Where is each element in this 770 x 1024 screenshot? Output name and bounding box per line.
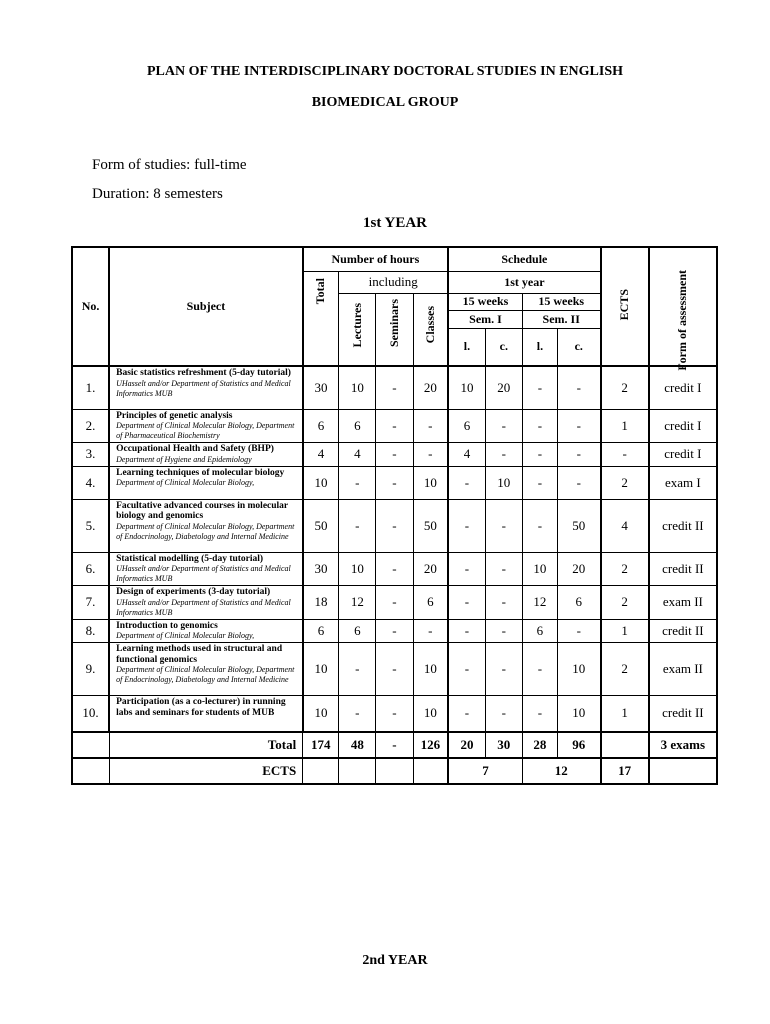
cell-classes: 50 [413, 499, 448, 552]
cell-s1l: - [448, 499, 485, 552]
table-row [72, 466, 717, 499]
row-number: 7. [72, 586, 109, 620]
cell-lectures: 10 [339, 552, 376, 586]
cell-assessment: credit II [649, 552, 717, 586]
cell-s1c: - [485, 443, 522, 467]
row-number: 10. [72, 696, 109, 732]
cell-seminars: - [376, 443, 413, 467]
cell-ects: 2 [601, 466, 649, 499]
col-assessment-header: Form of assessment [649, 247, 717, 366]
subject-cell [109, 366, 303, 409]
subject-name: Statistical modelling (5-day tutorial) [116, 553, 264, 564]
cell-s1l: 10 [448, 366, 485, 409]
table-row [72, 443, 717, 467]
subject-cell [109, 552, 303, 586]
col-weeks2-header: 15 weeks [522, 293, 600, 310]
cell-classes: - [413, 443, 448, 467]
subject-name: Design of experiments (3-day tutorial) [116, 587, 271, 597]
ects-empty-total [303, 758, 339, 784]
cell-s1l: - [448, 619, 485, 643]
cell-seminars: - [376, 643, 413, 696]
cell-classes: 10 [413, 466, 448, 499]
table-row [72, 619, 717, 643]
cell-lectures: - [339, 466, 376, 499]
ects-empty-seminars [376, 758, 413, 784]
cell-s1l: - [448, 696, 485, 732]
col-hours-header: Number of hours [303, 247, 448, 271]
totals-classes: 126 [413, 732, 448, 758]
cell-ects: 2 [601, 643, 649, 696]
col-sem1-lectures: l. [448, 328, 485, 366]
cell-ects: 1 [601, 696, 649, 732]
cell-s2c: 10 [557, 643, 600, 696]
ects-label: ECTS [109, 758, 303, 784]
cell-ects: 4 [601, 499, 649, 552]
row-number: 9. [72, 643, 109, 696]
cell-classes: - [413, 619, 448, 643]
row-number: 5. [72, 499, 109, 552]
cell-seminars: - [376, 499, 413, 552]
subject-department: Department of Clinical Molecular Biology, [116, 478, 255, 487]
table-row [72, 586, 717, 620]
subject-department: UHasselt and/or Department of Statistics and Medical Informatics MUB [116, 378, 291, 398]
cell-assessment: exam II [649, 643, 717, 696]
cell-ects: 2 [601, 586, 649, 620]
cell-s1l: - [448, 586, 485, 620]
subject-name: Introduction to genomics [116, 620, 218, 631]
subject-cell [109, 443, 303, 467]
col-classes-header: Classes [413, 293, 448, 366]
cell-classes: 20 [413, 366, 448, 409]
study-plan-table [71, 246, 718, 785]
cell-seminars: - [376, 696, 413, 732]
cell-classes: 6 [413, 586, 448, 620]
cell-s1c: - [485, 499, 522, 552]
totals-ects [601, 732, 649, 758]
cell-lectures: 10 [339, 366, 376, 409]
document-title: PLAN OF THE INTERDISCIPLINARY DOCTORAL STUDIES IN ENGLISH [146, 64, 623, 79]
subject-cell [109, 586, 303, 620]
subject-name: Learning techniques of molecular biology [116, 467, 285, 478]
cell-classes: 10 [413, 696, 448, 732]
col-ects-header: ECTS [601, 247, 649, 366]
cell-lectures: 6 [339, 619, 376, 643]
totals-row [72, 732, 717, 758]
subject-name: Occupational Health and Safety (BHP) [116, 444, 274, 454]
col-sem1-classes: c. [485, 328, 522, 366]
cell-s2c: - [557, 443, 600, 467]
cell-ects: 1 [601, 619, 649, 643]
cell-total: 6 [303, 619, 339, 643]
cell-s1c: 10 [485, 466, 522, 499]
col-sem1-header: Sem. I [448, 310, 522, 328]
cell-ects: - [601, 443, 649, 467]
cell-total: 18 [303, 586, 339, 620]
ects-sem1: 7 [448, 758, 522, 784]
totals-s1c: 30 [485, 732, 522, 758]
cell-seminars: - [376, 409, 413, 443]
table-row [72, 499, 717, 552]
cell-ects: 2 [601, 366, 649, 409]
col-subject-header: Subject [109, 247, 303, 366]
cell-s2l: - [522, 409, 557, 443]
row-number: 8. [72, 619, 109, 643]
subject-name: Facultative advanced courses in molecular biology and genomics [116, 500, 288, 521]
cell-assessment: credit I [649, 409, 717, 443]
row-number: 2. [72, 409, 109, 443]
totals-label: Total [109, 732, 303, 758]
col-lectures-header: Lectures [339, 293, 376, 366]
cell-s2l: 10 [522, 552, 557, 586]
cell-seminars: - [376, 366, 413, 409]
cell-assessment: credit I [649, 366, 717, 409]
cell-s1c: 20 [485, 366, 522, 409]
ects-empty-lectures [339, 758, 376, 784]
year-heading: 1st YEAR [362, 215, 428, 231]
col-no-header: No. [72, 247, 109, 366]
col-sem2-header: Sem. II [522, 310, 600, 328]
duration: Duration: 8 semesters [92, 186, 223, 202]
subject-department: Department of Clinical Molecular Biology, Department of Endocrinology, Diabetology and Internal Medicine [116, 521, 295, 541]
subject-cell [109, 643, 303, 696]
cell-total: 10 [303, 696, 339, 732]
cell-s2c: - [557, 366, 600, 409]
cell-total: 6 [303, 409, 339, 443]
cell-seminars: - [376, 552, 413, 586]
subject-department: UHasselt and/or Department of Statistics and Medical Informatics MUB [116, 564, 291, 583]
cell-s2c: - [557, 409, 600, 443]
form-of-studies: Form of studies: full-time [92, 157, 247, 173]
ects-empty-classes [413, 758, 448, 784]
table-row [72, 696, 717, 732]
cell-assessment: credit II [649, 619, 717, 643]
cell-s2l: - [522, 643, 557, 696]
cell-total: 50 [303, 499, 339, 552]
cell-s2c: 20 [557, 552, 600, 586]
cell-s1c: - [485, 619, 522, 643]
cell-s2c: 50 [557, 499, 600, 552]
cell-s2c: 10 [557, 696, 600, 732]
totals-s2c: 96 [557, 732, 600, 758]
col-weeks1-header: 15 weeks [448, 293, 522, 310]
totals-empty [72, 732, 109, 758]
cell-s2c: - [557, 466, 600, 499]
row-number: 6. [72, 552, 109, 586]
col-including-header: including [339, 271, 448, 293]
subject-name: Participation (as a co-lecturer) in running labs and seminars for students of MUB [116, 697, 286, 718]
ects-empty-assessment [649, 758, 717, 784]
totals-seminars: - [376, 732, 413, 758]
subject-cell [109, 696, 303, 732]
cell-assessment: credit I [649, 443, 717, 467]
cell-s1c: - [485, 552, 522, 586]
cell-s2c: - [557, 619, 600, 643]
cell-seminars: - [376, 586, 413, 620]
subject-name: Basic statistics refreshment (5-day tutorial) [116, 368, 291, 378]
cell-classes: - [413, 409, 448, 443]
ects-sem2: 12 [522, 758, 600, 784]
cell-total: 4 [303, 443, 339, 467]
cell-s1c: - [485, 409, 522, 443]
cell-classes: 20 [413, 552, 448, 586]
col-sem2-lectures: l. [522, 328, 557, 366]
cell-s1l: - [448, 466, 485, 499]
cell-lectures: 12 [339, 586, 376, 620]
cell-s2l: - [522, 499, 557, 552]
cell-ects: 1 [601, 409, 649, 443]
cell-s1c: - [485, 696, 522, 732]
cell-classes: 10 [413, 643, 448, 696]
totals-s2l: 28 [522, 732, 557, 758]
table-row [72, 409, 717, 443]
table-row [72, 552, 717, 586]
row-number: 3. [72, 443, 109, 467]
cell-s2l: - [522, 696, 557, 732]
cell-s2c: 6 [557, 586, 600, 620]
document-subtitle: BIOMEDICAL GROUP [311, 95, 459, 110]
subject-department: Department of Hygiene and Epidemiology [116, 454, 252, 464]
cell-s2l: - [522, 443, 557, 467]
cell-lectures: - [339, 499, 376, 552]
cell-lectures: 4 [339, 443, 376, 467]
cell-s2l: - [522, 366, 557, 409]
ects-total: 17 [601, 758, 649, 784]
cell-assessment: exam II [649, 586, 717, 620]
cell-s1l: - [448, 552, 485, 586]
subject-cell [109, 409, 303, 443]
cell-s1l: - [448, 643, 485, 696]
cell-lectures: - [339, 696, 376, 732]
next-year-heading: 2nd YEAR [362, 953, 428, 968]
cell-s2l: - [522, 466, 557, 499]
col-total-header: Total [303, 271, 339, 366]
ects-row [72, 758, 717, 784]
totals-total: 174 [303, 732, 339, 758]
cell-s1l: 6 [448, 409, 485, 443]
cell-seminars: - [376, 619, 413, 643]
col-year-header: 1st year [448, 271, 600, 293]
cell-total: 10 [303, 466, 339, 499]
cell-s2l: 6 [522, 619, 557, 643]
cell-assessment: exam I [649, 466, 717, 499]
subject-cell [109, 619, 303, 643]
subject-cell [109, 499, 303, 552]
cell-assessment: credit II [649, 499, 717, 552]
row-number: 1. [72, 366, 109, 409]
totals-assessment: 3 exams [649, 732, 717, 758]
cell-lectures: - [339, 643, 376, 696]
cell-s1c: - [485, 643, 522, 696]
subject-department: Department of Clinical Molecular Biology, Department of Endocrinology, Diabetology and Internal Medicine [116, 665, 295, 684]
cell-total: 10 [303, 643, 339, 696]
cell-seminars: - [376, 466, 413, 499]
cell-ects: 2 [601, 552, 649, 586]
col-schedule-header: Schedule [448, 247, 600, 271]
row-number: 4. [72, 466, 109, 499]
ects-empty [72, 758, 109, 784]
col-seminars-header: Seminars [376, 293, 413, 366]
table-row [72, 366, 717, 409]
cell-s2l: 12 [522, 586, 557, 620]
col-sem2-classes: c. [557, 328, 600, 366]
subject-name: Principles of genetic analysis [116, 410, 233, 421]
cell-s1l: 4 [448, 443, 485, 467]
subject-department: Department of Clinical Molecular Biology, Department of Pharmaceutical Biochemistry [116, 421, 295, 440]
totals-lectures: 48 [339, 732, 376, 758]
cell-s1c: - [485, 586, 522, 620]
cell-lectures: 6 [339, 409, 376, 443]
cell-total: 30 [303, 552, 339, 586]
subject-name: Learning methods used in structural and functional genomics [116, 644, 283, 665]
cell-assessment: credit II [649, 696, 717, 732]
subject-department: UHasselt and/or Department of Statistics and Medical Informatics MUB [116, 597, 291, 617]
table-row [72, 643, 717, 696]
cell-total: 30 [303, 366, 339, 409]
totals-s1l: 20 [448, 732, 485, 758]
subject-department: Department of Clinical Molecular Biology, [116, 631, 255, 640]
subject-cell [109, 466, 303, 499]
